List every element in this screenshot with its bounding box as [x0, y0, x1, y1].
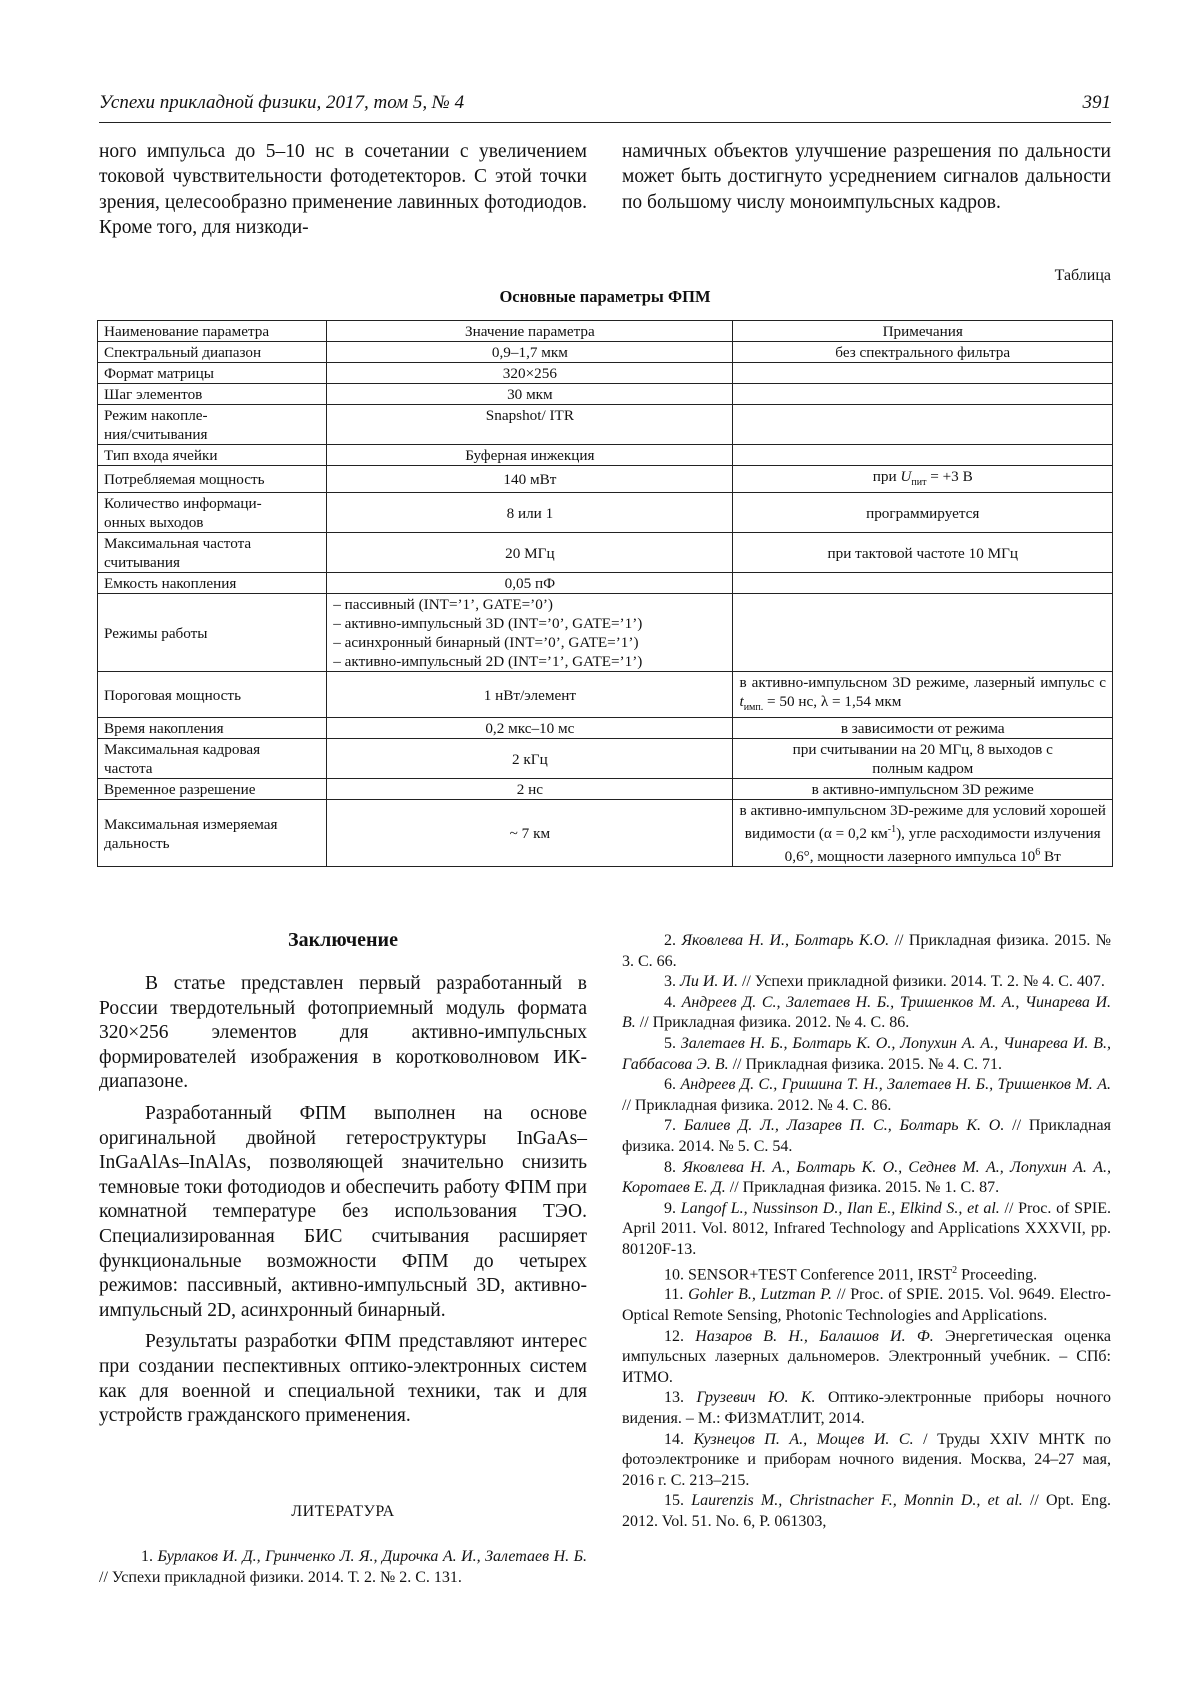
table-row — [98, 718, 1113, 739]
table-row — [98, 779, 1113, 800]
param-value: 30 мкм — [327, 384, 733, 405]
intro-right-column — [622, 139, 1111, 215]
journal-title: Успехи прикладной физики, 2017, том 5, № 4 — [99, 92, 465, 113]
table-row — [98, 594, 1113, 672]
param-note — [733, 363, 1113, 384]
reference-item: 8. Яковлева Н. А., Болтарь К. О., Седнев М. А., Лопухин А. А., Коротаев Е. Д. // Прикладная физика. 2015. № 1. С. 87. — [622, 1158, 1112, 1197]
header-cell: Примечания — [733, 321, 1113, 342]
conclusion-heading: Заключение — [288, 929, 398, 951]
table-row — [98, 573, 1113, 594]
param-value-list — [327, 594, 733, 672]
reference-item: 15. Laurenzis M., Christnacher F., Monnin D., et al. // Opt. Eng. 2012. Vol. 51. No. 6, P. 061303, — [622, 1492, 1112, 1530]
param-note: в активно-импульсном 3D-режиме для условий хорошей видимости (α = 0,2 $км^{-1}$), угле расходимости излучения 0,6°, мощности лазерного импульса $10^6$ Вт — [733, 800, 1113, 867]
intro-left-text: ного импульса до 5–10 нс в сочетании с увеличением токовой чувствительности фотодетекторов. С этой точки зрения, целесообразно применение лавинных фотодиодов. Кроме того, для низкоди- — [99, 141, 587, 238]
param-name: Максимальная измеряемая дальность — [98, 800, 327, 867]
param-note: в активно-импульсном 3D режиме — [733, 779, 1113, 800]
header-cell: Значение параметра — [327, 321, 733, 342]
running-header — [99, 92, 1111, 123]
reference-item: 9. Langof L., Nussinson D., Ilan E., Elkind S., et al. // Proc. of SPIE. April 2011. Vol. 8012, Infrared Technology and Applications XXXVII, pp. 80120F-13. — [622, 1199, 1112, 1258]
param-name: Емкость накопления — [98, 573, 327, 594]
param-name: Спектральный диапазон — [98, 342, 327, 363]
intro-left-column — [99, 139, 587, 240]
param-note: в активно-импульсном 3D режиме, лазерный импульс с $t_{имп.} = 50$ нс, λ = 1,54 мкм — [733, 672, 1113, 718]
param-name: Количество информаци- онных выходов — [98, 493, 327, 533]
references-heading: ЛИТЕРАТУРА — [291, 1503, 395, 1520]
param-value: 0,9–1,7 мкм — [327, 342, 733, 363]
reference-item: 1. Бурлаков И. Д., Гринченко Л. Я., Дирочка А. И., Залетаев Н. Б. // Успехи прикладной физики. 2014. Т. 2. № 2. С. 131. — [99, 1548, 588, 1586]
conclusion-paragraph: Результаты разработки ФПМ представляют интерес при создании песпективных оптико-электронных систем как для военной и специальной техники, так и для устройств гражданского применения. — [99, 1331, 587, 1427]
conclusion-body — [99, 972, 587, 1436]
param-value: ~ 7 км — [327, 800, 733, 867]
param-note: при $U_{пит} = +3$ В — [733, 466, 1113, 493]
reference-item: 7. Балиев Д. Л., Лазарев П. С., Болтарь К. О. // Прикладная физика. 2014. № 5. С. 54. — [622, 1117, 1112, 1155]
reference-item: 14. Кузнецов П. А., Мощев И. С. / Труды XXIV МНТК по фотоэлектронике и приборам ночного видения. Москва, 24–27 мая, 2016 г. С. 213–215. — [622, 1430, 1111, 1489]
reference-item: 4. Андреев Д. С., Залетаев Н. Б., Тришенков М. А., Чинарева И. В. // Прикладная физика. 2012. № 4. С. 86. — [622, 993, 1112, 1032]
param-note — [733, 405, 1113, 445]
table-row — [98, 493, 1113, 533]
reference-list-left — [99, 1547, 587, 1588]
reference-item: 13. Грузевич Ю. К. Оптико-электронные приборы ночного видения. – М.: ФИЗМАТЛИТ, 2014. — [622, 1389, 1111, 1427]
param-note: в зависимости от режима — [733, 718, 1113, 739]
param-name: Время накопления — [98, 718, 327, 739]
param-value: 140 мВт — [327, 466, 733, 493]
table-header-row — [98, 321, 1113, 342]
param-note: при считывании на 20 МГц, 8 выходов с полным кадром — [733, 739, 1113, 779]
param-value: 2 кГц — [327, 739, 733, 779]
table-row — [98, 739, 1113, 779]
reference-item: 5. Залетаев Н. Б., Болтарь К. О., Лопухин А. А., Чинарева И. В., Габбасова Э. В. // Прикладная физика. 2015. № 4. С. 71. — [622, 1034, 1111, 1073]
table-row — [98, 342, 1113, 363]
param-name: Максимальная частота считывания — [98, 533, 327, 573]
reference-item: 2. Яковлева Н. И., Болтарь К.О. // Прикладная физика. 2015. № 3. С. 66. — [622, 932, 1112, 970]
table-row — [98, 800, 1113, 867]
reference-item: 3. Ли И. И. // Успехи прикладной физики. 2014. Т. 2. № 4. С. 407. — [664, 973, 1105, 991]
mode-item: – активно-импульсный 3D (INT=’0’, GATE=’1’) — [333, 615, 643, 633]
param-value: 320×256 — [327, 363, 733, 384]
reference-item: 11. Gohler B., Lutzman P. // Proc. of SPIE. 2015. Vol. 9649. Electro-Optical Remote Sensing, Photonic Technologies and Applications. — [622, 1286, 1112, 1325]
param-name: Шаг элементов — [98, 384, 327, 405]
param-value: 1 нВт/элемент — [327, 672, 733, 718]
conclusion-paragraph: В статье представлен первый разработанный в России твердотельный фотоприемный модуль формата 320×256 элементов для активно-импульсных формирователей изображения в коротковолновом ИК-диапазоне. — [99, 973, 587, 1093]
intro-right-text: намичных объектов улучшение разрешения по дальности может быть достигнуто усреднением сигналов дальности по большому числу моноимпульсных кадров. — [622, 141, 1111, 213]
reference-item: 6. Андреев Д. С., Гришина Т. Н., Залетаев Н. Б., Тришенков М. А. // Прикладная физика. 2012. № 4. С. 86. — [622, 1076, 1112, 1114]
param-name: Пороговая мощность — [98, 672, 327, 718]
param-name: Режим накопле- ния/считывания — [98, 405, 327, 445]
param-value: 0,2 мкс–10 мс — [327, 718, 733, 739]
param-value: 2 нс — [327, 779, 733, 800]
param-note — [733, 594, 1113, 672]
table-row — [98, 672, 1113, 718]
conclusion-paragraph: Разработанный ФПМ выполнен на основе оригинальной двойной гетероструктуры InGaAs–InGaAlAs–InAlAs, позволяющей значительно снизить темновые токи фотодиодов и обеспечить работу ФПМ при комнатной температуре без использования ТЭО. Специализированная БИС считывания расширяет функциональные возможности ФПМ до четырех режимов: пассивный, активно-импульсный 3D, активно-импульсный 2D, асинхронный бинарный. — [99, 1102, 587, 1321]
table-label: Таблица — [1054, 267, 1111, 284]
mode-item: – активно-импульсный 2D (INT=’1’, GATE=’1’) — [333, 653, 643, 671]
table-title: Основные параметры ФПМ — [499, 287, 711, 306]
param-name: Максимальная кадровая частота — [98, 739, 327, 779]
mode-item: – асинхронный бинарный (INT=’0’, GATE=’1’) — [333, 634, 639, 652]
parameters-table — [97, 320, 1113, 867]
param-value: Snapshot/ ITR — [327, 405, 733, 445]
param-name: Временное разрешение — [98, 779, 327, 800]
reference-item: 12. Назаров В. Н., Балашов И. Ф. Энергетическая оценка импульсных лазерных дальномеров. Электронный учебник. – СПб: ИТМО. — [622, 1327, 1112, 1386]
param-note — [733, 573, 1113, 594]
table-row — [98, 405, 1113, 445]
param-note: программируется — [733, 493, 1113, 533]
reference-item: 10. SENSOR+TEST Conference 2011, IRST$^2$ Proceeding. — [664, 1264, 1038, 1283]
param-name: Тип входа ячейки — [98, 445, 327, 466]
table-row — [98, 445, 1113, 466]
table-row — [98, 533, 1113, 573]
param-name: Формат матрицы — [98, 363, 327, 384]
param-value: Буферная инжекция — [327, 445, 733, 466]
param-note: без спектрального фильтра — [733, 342, 1113, 363]
param-name: Потребляемая мощность — [98, 466, 327, 493]
header-cell: Наименование параметра — [98, 321, 327, 342]
param-value: 0,05 пФ — [327, 573, 733, 594]
mode-item: – пассивный (INT=’1’, GATE=’0’) — [333, 596, 553, 614]
param-name: Режимы работы — [98, 594, 327, 672]
table-row — [98, 466, 1113, 493]
param-note: при тактовой частоте 10 МГц — [733, 533, 1113, 573]
page-number: 391 — [1082, 92, 1111, 113]
table-row — [98, 363, 1113, 384]
param-value: 20 МГц — [327, 533, 733, 573]
param-note — [733, 384, 1113, 405]
reference-list-right — [622, 931, 1111, 1533]
param-note — [733, 445, 1113, 466]
param-value: 8 или 1 — [327, 493, 733, 533]
table-row — [98, 384, 1113, 405]
